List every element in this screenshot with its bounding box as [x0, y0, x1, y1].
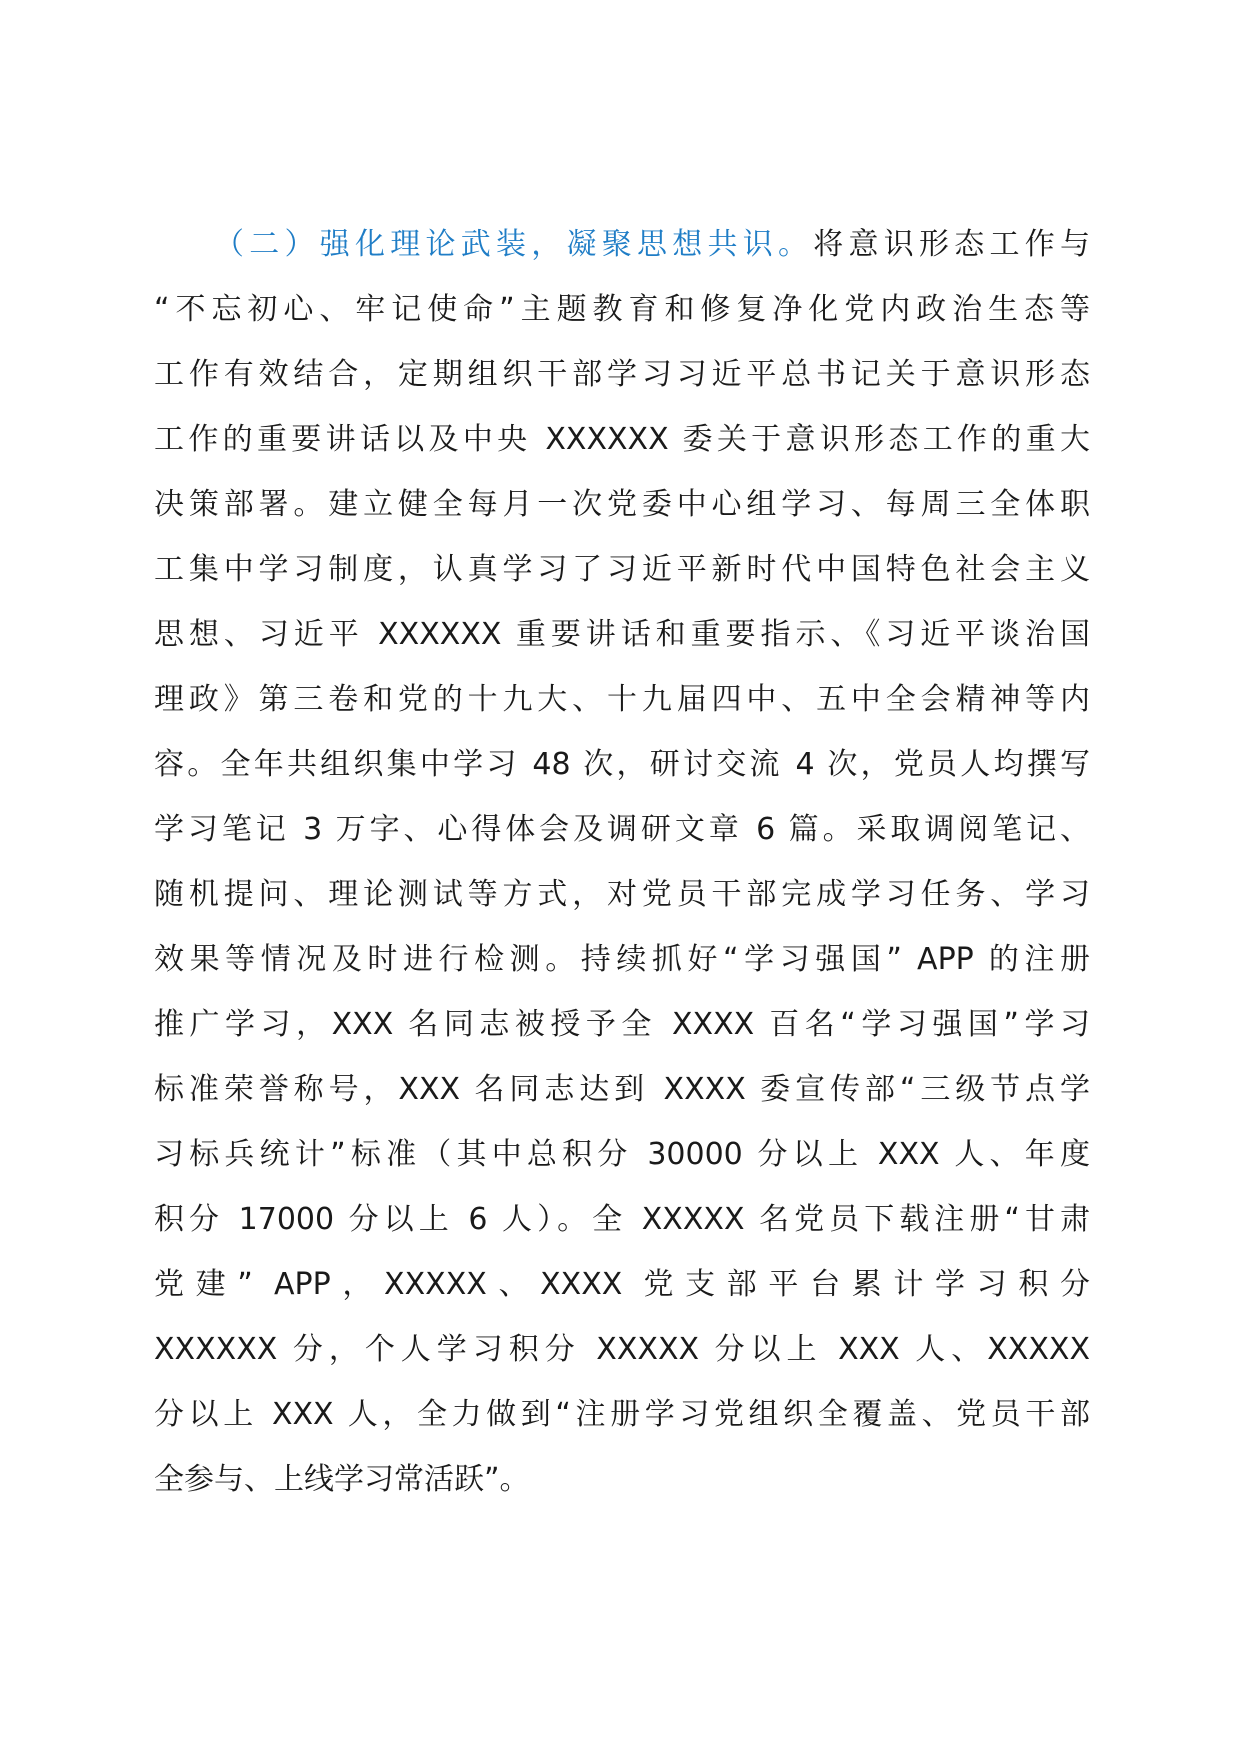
body-paragraph	[154, 212, 1090, 1512]
paragraph-line: 党建” APP，XXXXX、XXXX 党支部平台累计学习积分	[154, 1267, 1090, 1302]
paragraph-line: 标准荣誉称号，XXX 名同志达到 XXXX 委宣传部“三级节点学	[154, 1072, 1090, 1107]
paragraph-line: 分以上 XXX 人，全力做到“注册学习党组织全覆盖、党员干部	[154, 1397, 1090, 1432]
paragraph-line: 思想、习近平 XXXXXX 重要讲话和重要指示、《习近平谈治国	[154, 617, 1090, 652]
paragraph-line: 容。全年共组织集中学习 48 次，研讨交流 4 次，党员人均撰写	[154, 747, 1090, 782]
paragraph-line: 积分 17000 分以上 6 人）。全 XXXXX 名党员下载注册“甘肃	[154, 1202, 1090, 1237]
paragraph-line: 习标兵统计”标准（其中总积分 30000 分以上 XXX 人、年度	[154, 1137, 1090, 1172]
paragraph-line: 效果等情况及时进行检测。持续抓好“学习强国” APP 的注册	[154, 942, 1090, 977]
line-text: 将意识形态工作与	[813, 227, 1090, 262]
paragraph-line-1	[154, 212, 1090, 277]
paragraph-line: 理政》第三卷和党的十九大、十九届四中、五中全会精神等内	[154, 682, 1090, 717]
paragraph-line: 随机提问、理论测试等方式，对党员干部完成学习任务、学习	[154, 877, 1090, 912]
paragraph-line: 工集中学习制度，认真学习了习近平新时代中国特色社会主义	[154, 552, 1090, 587]
paragraph-line: 推广学习，XXX 名同志被授予全 XXXX 百名“学习强国”学习	[154, 1007, 1090, 1042]
section-heading: （二）强化理论武装，凝聚思想共识。	[214, 227, 814, 262]
paragraph-line: 工作有效结合，定期组织干部学习习近平总书记关于意识形态	[154, 357, 1090, 392]
paragraph-line: “不忘初心、牢记使命”主题教育和修复净化党内政治生态等	[154, 292, 1090, 327]
paragraph-line: 学习笔记 3 万字、心得体会及调研文章 6 篇。采取调阅笔记、	[154, 812, 1090, 847]
paragraph-line: 决策部署。建立健全每月一次党委中心组学习、每周三全体职	[154, 487, 1090, 522]
paragraph-line: 工作的重要讲话以及中央 XXXXXX 委关于意识形态工作的重大	[154, 422, 1090, 457]
paragraph-line: XXXXXX 分，个人学习积分 XXXXX 分以上 XXX 人、XXXXX	[154, 1332, 1090, 1367]
paragraph-line-final: 全参与、上线学习常活跃”。	[154, 1462, 530, 1497]
